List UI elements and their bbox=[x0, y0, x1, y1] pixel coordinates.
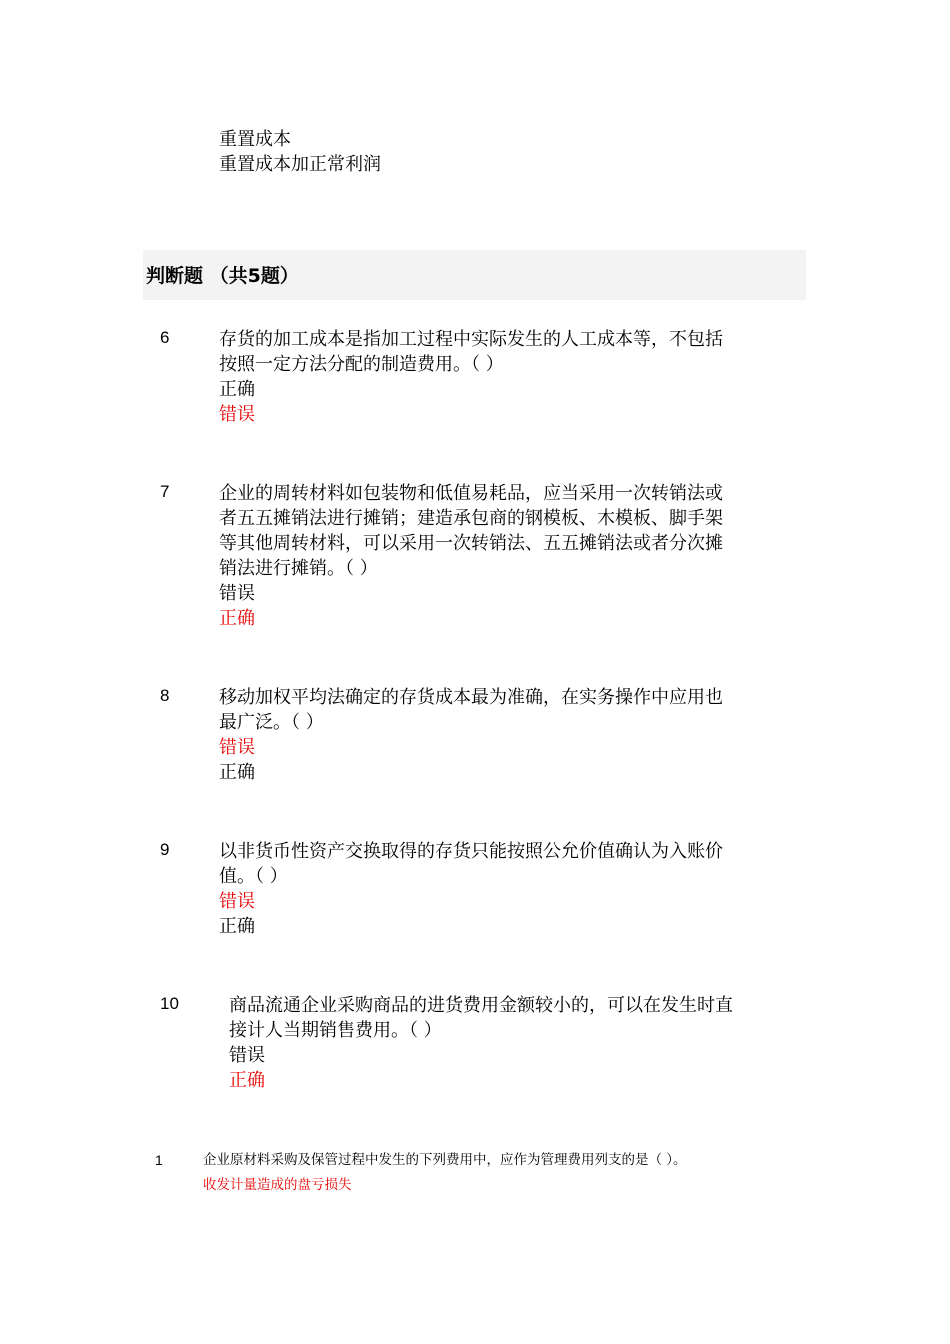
question-line: 最广泛。（ ） bbox=[219, 712, 324, 733]
question-text: 企业原材料采购及保管过程中发生的下列费用中，应作为管理费用列支的是（ ）。 bbox=[203, 1152, 687, 1168]
question-line: 以非货币性资产交换取得的存货只能按照公允价值确认为入账价 bbox=[219, 841, 723, 862]
answer-option: 正确 bbox=[219, 608, 255, 629]
question-line: 等其他周转材料，可以采用一次转销法、五五摊销法或者分次摊 bbox=[219, 533, 723, 554]
question-line: 移动加权平均法确定的存货成本最为准确，在实务操作中应用也 bbox=[219, 687, 723, 708]
question-number: 8 bbox=[160, 686, 170, 705]
answer-option: 正确 bbox=[229, 1070, 265, 1091]
option-text: 正确 bbox=[219, 379, 255, 400]
question-line: 商品流通企业采购商品的进货费用金额较小的，可以在发生时直 bbox=[229, 995, 733, 1016]
question-text bbox=[229, 993, 779, 1093]
question-number: 10 bbox=[160, 994, 179, 1013]
answer-option: 错误 bbox=[219, 737, 255, 758]
question-line: 企业的周转材料如包装物和低值易耗品，应当采用一次转销法或 bbox=[219, 483, 723, 504]
section-title: 判断题 （共5题） bbox=[146, 265, 299, 287]
option-text: 错误 bbox=[229, 1045, 265, 1066]
question-line: 存货的加工成本是指加工过程中实际发生的人工成本等，不包括 bbox=[219, 329, 723, 350]
option-text: 重置成本 bbox=[219, 129, 291, 150]
question-number: 9 bbox=[160, 840, 170, 859]
option-text: 重置成本加正常利润 bbox=[219, 154, 381, 175]
option-text: 正确 bbox=[219, 916, 255, 937]
answer-option: 错误 bbox=[219, 404, 255, 425]
question-number: 1 bbox=[155, 1152, 163, 1168]
question-text bbox=[219, 685, 769, 785]
question-text bbox=[219, 839, 769, 939]
question-text bbox=[219, 327, 769, 427]
question-line: 按照一定方法分配的制造费用。（ ） bbox=[219, 354, 504, 375]
question-number: 7 bbox=[160, 482, 170, 501]
option-text: 正确 bbox=[219, 762, 255, 783]
answer-option: 错误 bbox=[219, 891, 255, 912]
question-line: 值。（ ） bbox=[219, 866, 288, 887]
question-line: 接计人当期销售费用。（ ） bbox=[229, 1020, 442, 1041]
option-text: 错误 bbox=[219, 583, 255, 604]
question-line: 者五五摊销法进行摊销；建造承包商的钢模板、木模板、脚手架 bbox=[219, 508, 723, 529]
question-text bbox=[219, 481, 769, 631]
answer-option: 收发计量造成的盘亏损失 bbox=[203, 1177, 352, 1193]
question-number: 6 bbox=[160, 328, 170, 347]
question-line: 销法进行摊销。（ ） bbox=[219, 558, 378, 579]
